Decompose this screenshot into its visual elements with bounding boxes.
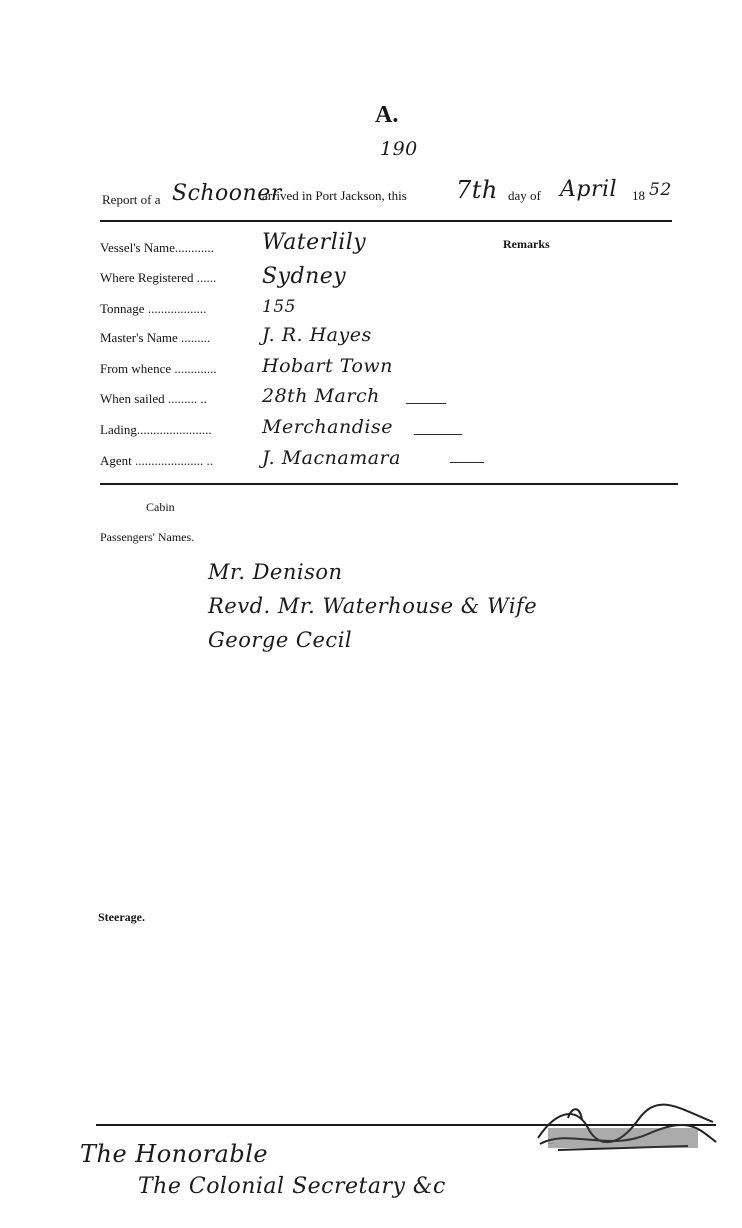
field-label: When sailed ......... .. bbox=[100, 391, 207, 406]
field-value: J. Macnamara bbox=[262, 447, 401, 469]
signature-text: signature bbox=[548, 1144, 553, 1145]
report-prefix: Report of a bbox=[102, 192, 161, 207]
signature-scribble bbox=[528, 1098, 722, 1160]
flourish-line bbox=[406, 403, 446, 404]
field-agent bbox=[100, 447, 520, 477]
field-label: From whence ............. bbox=[100, 361, 217, 376]
field-tonnage bbox=[100, 297, 520, 325]
report-day-of: day of bbox=[508, 188, 541, 203]
field-when-sailed bbox=[100, 385, 520, 415]
report-arrived-text: arrived in Port Jackson, this bbox=[262, 188, 407, 203]
field-label: Lading....................... bbox=[100, 422, 212, 437]
report-year-handwritten: 52 bbox=[649, 180, 672, 200]
address-line-1: The Honorable bbox=[80, 1140, 269, 1168]
flourish-line bbox=[414, 434, 462, 435]
field-label: Master's Name ......... bbox=[100, 330, 211, 345]
passenger-name: Mr. Denison bbox=[208, 560, 343, 584]
vessel-type: Schooner bbox=[172, 181, 282, 206]
field-value: 155 bbox=[262, 297, 296, 317]
field-value: Sydney bbox=[262, 264, 347, 289]
field-value: Hobart Town bbox=[262, 355, 393, 377]
field-where-registered bbox=[100, 264, 520, 294]
remarks-heading: Remarks bbox=[503, 237, 550, 251]
passenger-name: George Cecil bbox=[208, 628, 353, 652]
report-month: April bbox=[560, 177, 618, 202]
steerage-label: Steerage. bbox=[98, 910, 145, 924]
field-label: Vessel's Name............ bbox=[100, 240, 214, 255]
report-year-printed: 18 bbox=[632, 188, 645, 203]
field-masters-name bbox=[100, 324, 520, 354]
report-day: 7th bbox=[456, 176, 498, 204]
field-vessel-name bbox=[100, 230, 520, 264]
field-from-whence bbox=[100, 355, 520, 385]
section-rule bbox=[100, 483, 678, 485]
form-letter: A. bbox=[375, 102, 399, 128]
flourish-line bbox=[450, 462, 484, 463]
field-label: Agent ..................... .. bbox=[100, 453, 214, 468]
top-rule bbox=[100, 220, 672, 222]
field-value: Merchandise bbox=[262, 416, 393, 438]
form-number: 190 bbox=[380, 138, 418, 160]
field-label: Tonnage .................. bbox=[100, 301, 207, 316]
field-value: J. R. Hayes bbox=[262, 324, 372, 346]
passengers-label: Passengers' Names. bbox=[100, 530, 195, 544]
field-value: Waterlily bbox=[262, 230, 367, 255]
field-label: Where Registered ...... bbox=[100, 270, 217, 285]
cabin-label: Cabin bbox=[146, 500, 175, 514]
field-value: 28th March bbox=[262, 385, 380, 407]
address-line-2: The Colonial Secretary &c bbox=[138, 1174, 446, 1199]
passenger-name: Revd. Mr. Waterhouse & Wife bbox=[208, 594, 538, 618]
